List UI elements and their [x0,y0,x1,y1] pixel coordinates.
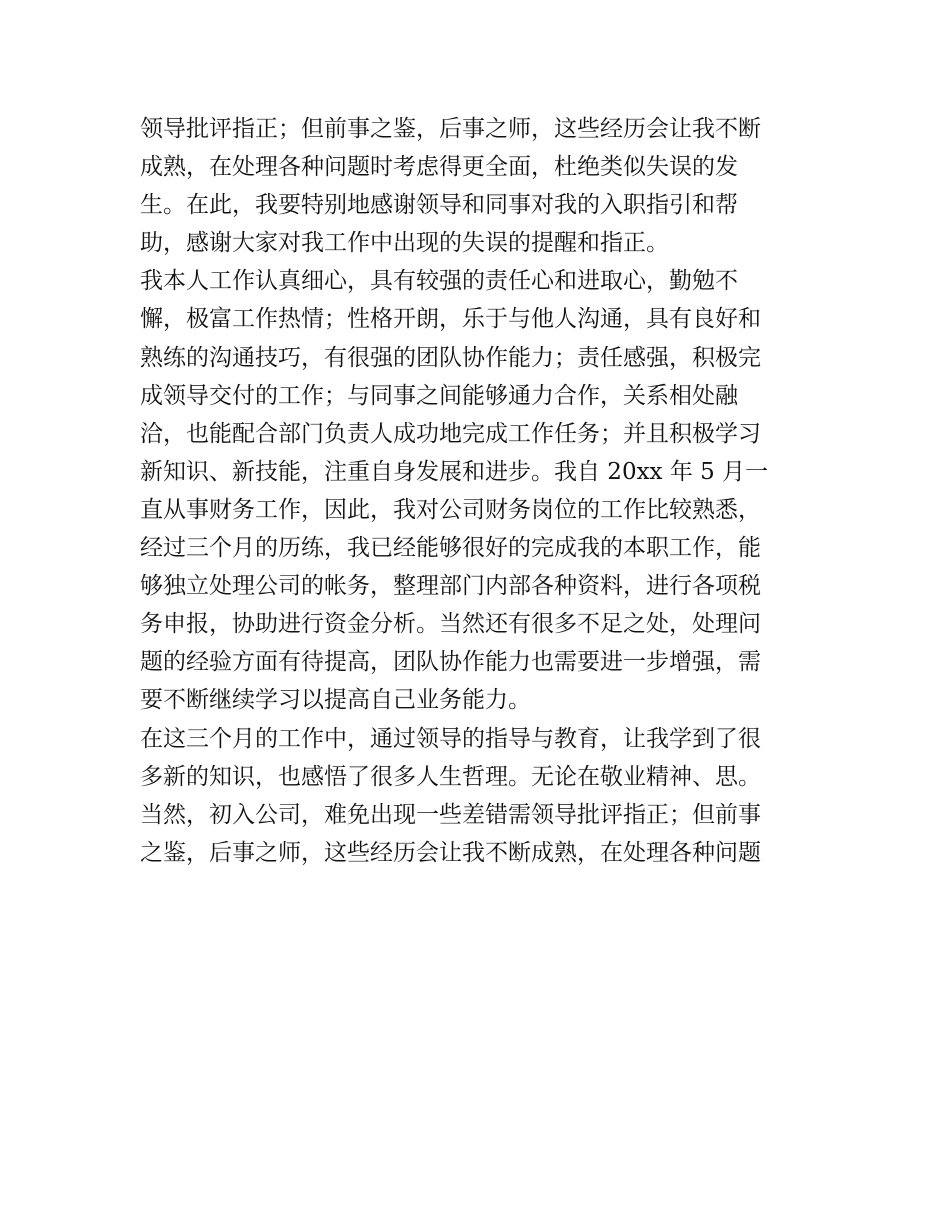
text-line: 熟练的沟通技巧，有很强的团队协作能力；责任感强，积极完 [140,344,761,371]
text-line: 够独立处理公司的帐务，整理部门内部各种资料，进行各项税 [140,573,761,600]
text-line: 题的经验方面有待提高，团队协作能力也需要进一步增强，需 [140,649,761,676]
text-line: 领导批评指正；但前事之鉴，后事之师，这些经历会让我不断 [140,116,761,142]
text-line: 多新的知识，也感悟了很多人生哲理。无论在敬业精神、思。 [140,763,761,790]
text-line: 成熟，在处理各种问题时考虑得更全面，杜绝类似失误的发 [140,154,738,181]
text-line: 成领导交付的工作；与同事之间能够通力合作，关系相处融 [140,382,738,409]
text-line: 要不断继续学习以提高自己业务能力。 [140,687,531,714]
text-line: 我本人工作认真细心，具有较强的责任心和进取心，勤勉不 [140,268,738,295]
text-line: 懈，极富工作热情；性格开朗，乐于与他人沟通，具有良好和 [140,306,761,333]
text-line: 务申报，协助进行资金分析。当然还有很多不足之处，处理问 [140,611,761,638]
text-line: 直从事财务工作，因此，我对公司财务岗位的工作比较熟悉， [140,496,761,523]
text-line: 在这三个月的工作中，通过领导的指导与教育，让我学到了很 [140,725,761,752]
text-line: 经过三个月的历练，我已经能够很好的完成我的本职工作，能 [140,535,761,562]
text-line: 助，感谢大家对我工作中出现的失误的提醒和指正。 [140,230,669,257]
text-line: 洽，也能配合部门负责人成功地完成工作任务；并且积极学习 [140,420,761,447]
text-line: 当然，初入公司，难免出现一些差错需领导批评指正；但前事 [140,801,761,828]
text-line: 生。在此，我要特别地感谢领导和同事对我的入职指引和帮 [140,192,738,219]
document-body [140,110,820,872]
text-line: 新知识、新技能，注重自身发展和进步。我自 20xx 年 5 月一 [140,458,769,485]
text-line: 之鉴，后事之师，这些经历会让我不断成熟，在处理各种问题 [140,839,761,866]
